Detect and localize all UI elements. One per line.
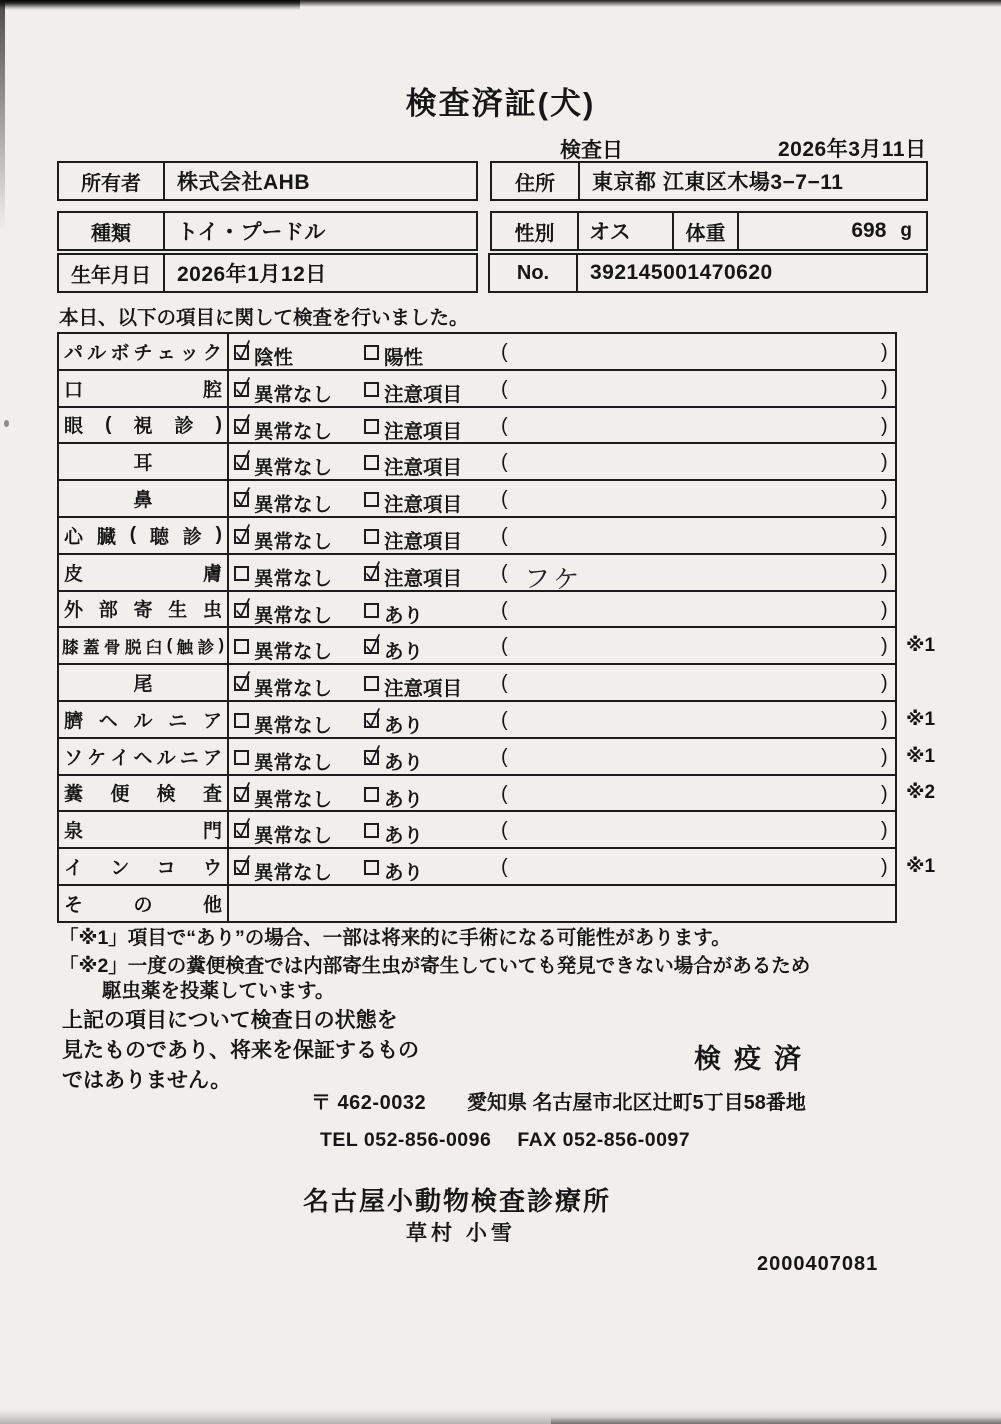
address-value: 東京都 江東区木場3−7−11	[592, 171, 844, 194]
quarantine-passed-stamp: 検疫済	[694, 1044, 814, 1074]
exam-row-content	[229, 371, 895, 406]
exam-item-label-char: 臓	[96, 526, 116, 548]
handwritten-check-mark	[233, 815, 253, 839]
exam-row-content	[229, 739, 895, 774]
checkbox-option2	[364, 455, 379, 470]
exam-item-label	[59, 776, 229, 811]
exam-item-label-char: 腔	[202, 379, 222, 401]
option1-label: 陰性	[254, 347, 294, 369]
exam-row-content	[229, 518, 895, 553]
exam-row	[57, 737, 987, 776]
paren-open: (	[501, 451, 508, 474]
checkbox-option2	[364, 787, 379, 802]
option2-label: 注意項目	[384, 530, 463, 553]
breed-value: トイ・プードル	[177, 221, 326, 244]
option1-label: 異常なし	[254, 494, 333, 517]
exam-item-label-char: 寄	[133, 600, 153, 622]
option1-label: 異常なし	[254, 641, 333, 664]
option1-label: 異常なし	[254, 678, 333, 701]
checkbox-option1	[234, 713, 249, 728]
exam-row-content	[229, 665, 895, 700]
exam-item-label	[59, 555, 229, 590]
exam-item-label-char: 臼	[145, 638, 163, 657]
exam-item-label-char: 膝	[62, 638, 79, 657]
row-footnote-mark	[897, 516, 957, 555]
option1-label: 異常なし	[254, 751, 333, 774]
exam-row-box	[57, 516, 897, 555]
disclaimer-line: ではありません。	[62, 1069, 232, 1092]
intro-text: 本日、以下の項目に関して検査を行いました。	[59, 307, 469, 329]
exam-item-label-char: ケ	[87, 747, 107, 769]
option2-label: 注意項目	[384, 494, 463, 517]
exam-row-content	[229, 849, 895, 884]
option1-label: 異常なし	[254, 862, 333, 885]
scan-artifact-top-left-edge	[0, 0, 300, 10]
exam-item-label-char: ル	[133, 710, 153, 732]
exam-row	[57, 369, 987, 408]
checkbox-option1	[234, 566, 249, 581]
row-footnote-mark	[897, 590, 957, 629]
document-serial-number: 2000407081	[757, 1253, 879, 1275]
exam-row-content	[229, 886, 895, 921]
exam-item-label-char: 触	[176, 638, 194, 657]
row-footnote-mark: ※1	[906, 856, 936, 878]
checkbox-option2-checked	[364, 566, 379, 581]
exam-row-content	[229, 592, 895, 627]
paren-close: )	[881, 377, 888, 400]
weight-value	[739, 213, 926, 249]
exam-item-label-char: 生	[168, 600, 188, 622]
exam-row-content	[229, 408, 895, 443]
row-footnote-mark: ※1	[906, 708, 936, 730]
exam-item-label-char: イ	[110, 747, 130, 769]
birthdate-label: 生年月日	[59, 255, 165, 291]
option2-label: 注意項目	[384, 567, 463, 590]
exam-item-label-char: 診	[197, 638, 215, 657]
exam-row-box	[57, 406, 897, 445]
postal-code: 〒 462-0032	[311, 1092, 427, 1114]
footnote-1: 「※1」項目で“あり”の場合、一部は将来的に手術になる可能性があります。	[59, 927, 731, 949]
paren-close: )	[881, 414, 888, 437]
option2-label: 注意項目	[384, 457, 463, 480]
exam-item-label	[59, 444, 229, 479]
exam-item-label-char: 診	[174, 416, 194, 438]
exam-row-box	[57, 847, 897, 886]
option1-label: 異常なし	[254, 567, 333, 590]
handwritten-check-mark	[233, 521, 253, 545]
exam-table	[57, 332, 987, 923]
exam-item-label	[59, 812, 229, 847]
handwritten-check-mark	[363, 558, 383, 582]
exam-item-label-char: ソ	[64, 747, 84, 769]
exam-item-label	[59, 408, 229, 443]
clinic-name: 名古屋小動物検査診療所	[303, 1186, 612, 1216]
owner-box	[57, 161, 478, 201]
exam-item-label-char: ア	[202, 710, 222, 732]
handwritten-check-mark	[363, 742, 383, 766]
option1-label: 異常なし	[254, 530, 333, 553]
paren-open: (	[501, 598, 508, 621]
paren-close: )	[881, 488, 888, 511]
row-footnote-mark: ※1	[906, 635, 936, 657]
checkbox-option2	[364, 492, 379, 507]
row-footnote-mark	[897, 442, 957, 481]
exam-item-label	[59, 886, 229, 921]
paren-close: )	[881, 856, 888, 879]
owner-value: 株式会社AHB	[177, 171, 310, 194]
handwritten-remark: フケ	[523, 563, 584, 595]
exam-item-label-char: 糞	[64, 784, 84, 806]
exam-item-label	[59, 702, 229, 737]
checkbox-option1-checked	[234, 382, 249, 397]
exam-item-label-char: 眼	[64, 416, 84, 438]
exam-item-label-char: ウ	[202, 858, 222, 880]
exam-item-label-char: ニ	[168, 710, 188, 732]
exam-item-label	[59, 628, 229, 663]
exam-item-label	[59, 481, 229, 516]
option1-label: 異常なし	[254, 825, 333, 848]
exam-item-label-char: 診	[182, 526, 202, 548]
exam-item-label-char: 尾	[133, 674, 153, 696]
exam-item-label-char: 鼻	[133, 490, 153, 512]
exam-row	[57, 516, 987, 555]
exam-item-label-char: 皮	[64, 563, 84, 585]
handwritten-check-mark	[233, 447, 253, 471]
exam-row-content	[229, 628, 895, 663]
exam-item-label-char: の	[133, 894, 153, 916]
exam-row	[57, 700, 987, 739]
owner-label: 所有者	[59, 163, 165, 199]
handwritten-check-mark	[233, 595, 253, 619]
exam-item-label	[59, 371, 229, 406]
exam-item-label-char: ン	[110, 858, 130, 880]
exam-row-content	[229, 776, 895, 811]
exam-item-label-char: ニ	[179, 747, 199, 769]
paren-close: )	[881, 708, 888, 731]
exam-item-label-char: 心	[64, 526, 84, 548]
option2-label: 注意項目	[384, 678, 463, 701]
row-footnote-mark	[897, 553, 957, 592]
checkbox-option1-checked	[234, 492, 249, 507]
exam-item-label-char: )	[215, 524, 222, 546]
paren-open: (	[501, 672, 508, 695]
exam-row	[57, 626, 987, 665]
exam-item-label-char: そ	[64, 894, 84, 916]
handwritten-check-mark	[233, 337, 253, 361]
registration-number-value: 392145001470620	[590, 261, 773, 284]
address-box	[490, 161, 928, 201]
checkbox-option1-checked	[234, 455, 249, 470]
handwritten-check-mark	[233, 852, 253, 876]
paren-open: (	[501, 341, 508, 363]
checkbox-option2-checked	[364, 750, 379, 765]
tel-number: TEL 052-856-0096	[320, 1129, 492, 1151]
exam-item-label-char: 口	[64, 379, 84, 401]
exam-item-label-char: ア	[202, 747, 222, 769]
fax-number: FAX 052-856-0097	[517, 1129, 691, 1151]
exam-item-label-char: ク	[202, 342, 222, 364]
checkbox-option2-checked	[364, 713, 379, 728]
exam-row	[57, 774, 987, 813]
paren-open: (	[501, 561, 508, 584]
exam-item-label-char: 虫	[202, 600, 222, 622]
option1-label: 異常なし	[254, 788, 333, 811]
exam-item-label-char: 部	[98, 600, 118, 622]
exam-item-label-char: (	[129, 524, 137, 546]
handwritten-check-mark	[363, 705, 383, 729]
exam-item-label-char: 視	[133, 416, 153, 438]
option2-label: 陽性	[384, 347, 424, 369]
paren-close: )	[881, 672, 888, 695]
exam-item-label-char: ボ	[110, 342, 130, 364]
checkbox-option2	[364, 603, 379, 618]
option2-label: あり	[384, 604, 424, 627]
exam-row-box	[57, 590, 897, 629]
registration-number-box	[488, 253, 928, 293]
paren-open: (	[501, 745, 508, 768]
row-footnote-mark	[897, 406, 957, 445]
exam-item-label-char: ル	[87, 342, 107, 364]
weight-label: 体重	[674, 213, 739, 249]
registration-number-label: No.	[490, 255, 578, 291]
exam-row	[57, 663, 987, 702]
examiner-name: 草村 小雪	[406, 1222, 516, 1245]
checkbox-option1-checked	[234, 676, 249, 691]
exam-row	[57, 332, 987, 371]
checkbox-option1	[234, 639, 249, 654]
exam-item-label-char: 臍	[64, 710, 84, 732]
weight-unit: g	[900, 220, 912, 241]
exam-item-label-char: ル	[156, 747, 176, 769]
checkbox-option2	[364, 823, 379, 838]
row-footnote-mark	[897, 332, 957, 371]
disclaimer-line: 上記の項目について検査日の状態を	[62, 1009, 398, 1032]
page-title: 検査済証(犬)	[405, 86, 596, 121]
option2-label: あり	[384, 641, 424, 664]
exam-item-label-char: 膚	[202, 563, 222, 585]
exam-item-label-char: 耳	[133, 453, 153, 475]
address-label: 住所	[492, 163, 580, 199]
exam-row-box	[57, 553, 897, 595]
exam-row	[57, 553, 987, 595]
birthdate-value: 2026年1月12日	[177, 263, 327, 286]
exam-row-box	[57, 332, 897, 371]
paren-open: (	[501, 635, 508, 658]
exam-row-box	[57, 737, 897, 776]
checkbox-option2	[364, 345, 379, 360]
row-footnote-mark	[897, 479, 957, 518]
exam-row-content	[229, 334, 895, 369]
exam-item-label-char: 他	[202, 894, 222, 916]
paren-close: )	[881, 341, 888, 363]
exam-item-label-char: コ	[156, 858, 176, 880]
paren-close: )	[881, 819, 888, 842]
exam-item-label-char: イ	[64, 858, 84, 880]
row-footnote-mark	[897, 663, 957, 702]
option2-label: あり	[384, 788, 424, 811]
handwritten-check-mark	[233, 668, 253, 692]
checkbox-option2	[364, 382, 379, 397]
handwritten-check-mark	[233, 411, 253, 435]
exam-item-label-char: (	[166, 636, 173, 655]
sex-label: 性別	[492, 213, 579, 249]
breed-label: 種類	[59, 213, 165, 249]
exam-row	[57, 590, 987, 629]
row-footnote-mark	[897, 369, 957, 408]
checkbox-option1-checked	[234, 860, 249, 875]
exam-item-label-char: ェ	[156, 342, 176, 364]
exam-item-label-char: 泉	[64, 821, 84, 843]
option2-label: あり	[384, 825, 424, 848]
checkbox-option2	[364, 529, 379, 544]
checkbox-option2	[364, 419, 379, 434]
exam-item-label-char: 外	[64, 600, 84, 622]
exam-item-label-char: 便	[110, 784, 130, 806]
checkbox-option1-checked	[234, 345, 249, 360]
exam-row	[57, 810, 987, 849]
disclaimer	[62, 1006, 419, 1096]
exam-item-label-char: 聴	[149, 526, 169, 548]
checkbox-option1-checked	[234, 419, 249, 434]
paren-open: (	[501, 488, 508, 511]
checkbox-option1	[234, 750, 249, 765]
paren-open: (	[501, 782, 508, 805]
paren-open: (	[501, 414, 508, 437]
exam-row-box	[57, 369, 897, 408]
paren-open: (	[501, 856, 508, 879]
option2-label: あり	[384, 714, 424, 737]
checkbox-option2	[364, 676, 379, 691]
exam-row-box	[57, 663, 897, 702]
exam-item-label	[59, 739, 229, 774]
checkbox-option1-checked	[234, 529, 249, 544]
checkbox-option1-checked	[234, 603, 249, 618]
scan-artifact-dot	[4, 420, 9, 427]
option1-label: 異常なし	[254, 420, 333, 443]
row-footnote-mark: ※1	[906, 745, 936, 767]
paren-close: )	[881, 635, 888, 658]
exam-row	[57, 479, 987, 518]
exam-row	[57, 406, 987, 445]
option1-label: 異常なし	[254, 714, 333, 737]
exam-row-box	[57, 442, 897, 481]
tel-fax-line	[320, 1129, 690, 1152]
exam-row-content	[229, 555, 895, 595]
exam-row-content	[229, 444, 895, 479]
footnote-2-continued: 駆虫薬を投薬しています。	[102, 980, 335, 1002]
exam-row-box	[57, 479, 897, 518]
checkbox-option2	[364, 860, 379, 875]
exam-item-label-char: 門	[202, 821, 222, 843]
exam-item-label	[59, 849, 229, 884]
sex-weight-box	[490, 211, 928, 251]
exam-item-label-char: ヘ	[133, 747, 153, 769]
exam-item-label	[59, 334, 229, 369]
exam-item-label-char: )	[215, 413, 222, 435]
exam-item-label-char: 査	[202, 784, 222, 806]
handwritten-check-mark	[233, 779, 253, 803]
exam-row-box	[57, 884, 897, 923]
exam-date-value: 2026年3月11日	[778, 138, 927, 161]
exam-row	[57, 442, 987, 481]
option1-label: 異常なし	[254, 383, 333, 406]
exam-row-box	[57, 810, 897, 849]
exam-item-label-char: (	[105, 413, 112, 435]
exam-date-label: 検査日	[560, 139, 623, 162]
row-footnote-mark	[897, 884, 957, 923]
paren-close: )	[881, 598, 888, 621]
exam-row	[57, 847, 987, 886]
weight-number: 698	[851, 219, 887, 242]
option1-label: 異常なし	[254, 457, 333, 480]
exam-item-label-char: 骨	[103, 638, 121, 657]
option2-label: 注意項目	[384, 420, 463, 443]
disclaimer-line: 見たものであり、将来を保証するもの	[62, 1039, 419, 1062]
exam-item-label-char: 脱	[124, 638, 142, 657]
option2-label: あり	[384, 751, 424, 774]
checkbox-option1-checked	[234, 787, 249, 802]
clinic-address: 愛知県 名古屋市北区辻町5丁目58番地	[467, 1092, 806, 1114]
paren-close: )	[881, 451, 888, 474]
exam-item-label	[59, 665, 229, 700]
paren-close: )	[881, 745, 888, 768]
exam-row-box	[57, 774, 897, 813]
breed-box	[57, 211, 478, 251]
exam-row-box	[57, 626, 897, 665]
exam-item-label-char: ッ	[179, 342, 199, 364]
sex-value: オス	[579, 213, 674, 249]
exam-row-content	[229, 702, 895, 737]
paren-close: )	[881, 782, 888, 805]
exam-item-label-char: パ	[64, 342, 84, 364]
option2-label: あり	[384, 862, 424, 885]
checkbox-option2-checked	[364, 639, 379, 654]
exam-item-label-char: ヘ	[98, 710, 118, 732]
exam-row-content	[229, 812, 895, 847]
row-footnote-mark: ※2	[906, 782, 936, 804]
footnote-2: 「※2」一度の糞便検査では内部寄生虫が寄生していても発見できない場合があるため	[59, 955, 811, 977]
exam-item-label-char: チ	[133, 342, 153, 364]
handwritten-check-mark	[363, 631, 383, 655]
exam-item-label-char: 検	[156, 784, 176, 806]
exam-item-label	[59, 518, 229, 553]
exam-item-label-char: )	[218, 636, 224, 655]
paren-open: (	[501, 377, 508, 400]
scan-artifact-bottom-right-edge	[551, 1417, 1001, 1424]
paren-close: )	[881, 561, 888, 584]
paren-open: (	[501, 708, 508, 731]
exam-row-box	[57, 700, 897, 739]
checkbox-option1-checked	[234, 823, 249, 838]
option2-label: 注意項目	[384, 383, 463, 406]
option1-label: 異常なし	[254, 604, 333, 627]
exam-item-label	[59, 592, 229, 627]
handwritten-check-mark	[233, 484, 253, 508]
exam-row	[57, 884, 987, 923]
paren-open: (	[501, 524, 508, 547]
row-footnote-mark	[897, 810, 957, 849]
handwritten-check-mark	[233, 374, 253, 398]
paren-open: (	[501, 819, 508, 842]
exam-item-label-char: 蓋	[82, 638, 100, 657]
paren-close: )	[881, 524, 888, 547]
birthdate-box	[57, 253, 478, 293]
exam-row-content	[229, 481, 895, 516]
